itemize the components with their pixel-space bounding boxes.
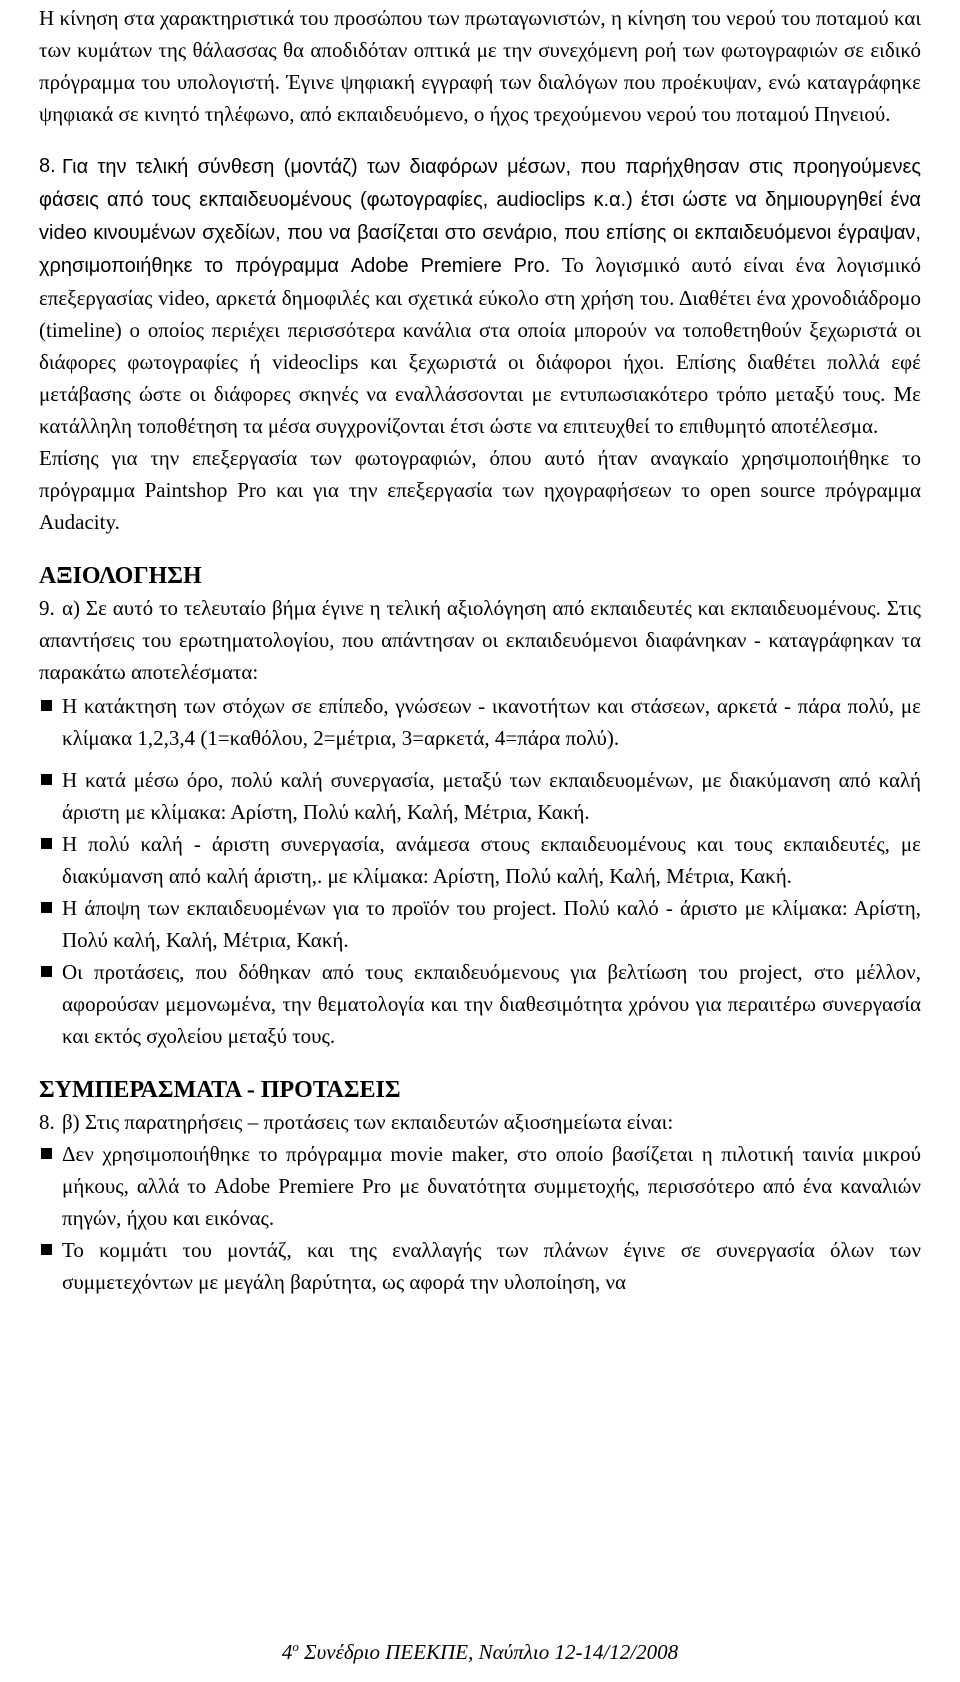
- square-bullet-icon: [41, 1148, 52, 1159]
- section7-continuation: Η κίνηση στα χαρακτηριστικά του προσώπου των πρωταγωνιστών, η κίνηση του νερού του ποταμού και των κυμάτων της θάλασσας θα αποδιδόταν οπτικά με την συνεχόμενη ροή των φωτογραφιών σε ειδικό πρόγραμμα του υπολογιστή. Έγινε ψηφιακή εγγραφή των διαλόγων που προέκυψαν, ενώ καταγράφηκε ψηφιακά σε κινητό τηλέφωνο, από εκπαιδευόμενο, ο ήχος τρεχούμενου νερού του ποταμού Πηνειού.: [39, 6, 921, 126]
- square-bullet-icon: [41, 774, 52, 785]
- conclusions-heading: ΣΥΜΠΕΡΑΣΜΑΤΑ - ΠΡΟΤΑΣΕΙΣ: [39, 1077, 401, 1103]
- page-footer: [0, 1640, 960, 1665]
- item-8: [39, 150, 921, 538]
- list-item: Η άποψη των εκπαιδευομένων για το προϊόν του project. Πολύ καλό - άριστο με κλίμακα: Αρίστη, Πολύ καλή, Καλή, Μέτρια, Κακή.: [39, 892, 921, 956]
- list-item: Η κατά μέσω όρο, πολύ καλή συνεργασία, μεταξύ των εκπαιδευομένων, με διακύμανση από καλή άριστη με κλίμακα: Αρίστη, Πολύ καλή, Καλή, Μέτρια, Κακή.: [39, 764, 921, 828]
- list-item: Το κομμάτι του μοντάζ, και της εναλλαγής των πλάνων έγινε σε συνεργασία όλων των συμμετεχόντων με μεγάλη βαρύτητα, ως αφορά την υλοποίηση, να: [39, 1234, 921, 1298]
- list-item: Οι προτάσεις, που δόθηκαν από τους εκπαιδευόμενους για βελτίωση του project, στο μέλλον, αφορούσαν μεμονωμένα, την θεματολογία και την διαθεσιμότητα χρόνου για περαιτέρω συνεργασία και εκτός σχολείου μεταξύ τους.: [39, 956, 921, 1052]
- footer-ordinal-sup: ο: [292, 1639, 299, 1654]
- item-9-intro: α) Σε αυτό το τελευταίο βήμα έγινε η τελική αξιολόγηση από εκπαιδευτές και εκπαιδευομένους. Στις απαντήσεις του ερωτηματολογίου, που απάντησαν οι εκπαιδευόμενοι διαφάνηκαν - καταγράφηκαν τα παρακάτω αποτελέσματα:: [39, 596, 921, 684]
- evaluation-heading: ΑΞΙΟΛΟΓΗΣΗ: [39, 563, 202, 589]
- conclusions-bullet-list: [39, 1138, 921, 1298]
- item-8-body: [39, 150, 921, 538]
- item-8b-intro: β) Στις παρατηρήσεις – προτάσεις των εκπαιδευτών αξιοσημείωτα είναι:: [62, 1110, 674, 1134]
- item-9: [39, 592, 921, 1052]
- item-8-number: 8.: [39, 155, 56, 177]
- item-8-sans-text: Για την τελική σύνθεση (μοντάζ) των διαφόρων μέσων, που παρήχθησαν στις προηγούμενες φάσεις από τους εκπαιδευομένους (φωτογραφίες, audioclips κ.α.) έτσι ώστε να δημιουργηθεί ένα video κινουμένων σχεδίων, που να βασίζεται στο σενάριο, που επίσης οι εκπαιδευόμενοι έγραψαν, χρησιμοποιήθηκε το πρόγραμμα Adobe Premiere Pro.: [39, 156, 921, 277]
- list-item: Η πολύ καλή - άριστη συνεργασία, ανάμεσα στους εκπαιδευομένους και τους εκπαιδευτές, με διακύμανση από καλή άριστη,. με κλίμακα: Αρίστη, Πολύ καλή, Καλή, Μέτρια, Κακή.: [39, 828, 921, 892]
- footer-ordinal: 4: [281, 1640, 293, 1664]
- document-page: [39, 0, 921, 1298]
- square-bullet-icon: [41, 966, 52, 977]
- item-8b: [39, 1106, 921, 1298]
- item-9-number: 9.: [39, 596, 55, 620]
- square-bullet-icon: [41, 700, 52, 711]
- item-8-paragraph: [39, 150, 921, 442]
- item-9-body: [39, 592, 921, 1052]
- item-8b-number: 8.: [39, 1110, 55, 1134]
- square-bullet-icon: [41, 1244, 52, 1255]
- square-bullet-icon: [41, 838, 52, 849]
- square-bullet-icon: [41, 902, 52, 913]
- item-8b-body: [39, 1106, 921, 1298]
- item-8-serif-text: Το λογισμικό αυτό είναι ένα λογισμικό επεξεργασίας video, αρκετά δημοφιλές και σχετικά εύκολο στη χρήση του. Διαθέτει ένα χρονοδιάδρομο (timeline) ο οποίος περιέχει περισσότερα κανάλια στα οποία μπορούν να τοποθετηθούν ξεχωριστά οι διάφορες φωτογραφίες ή videoclips και ξεχωριστά οι διάφοροι ήχοι. Επίσης διαθέτει πολλά εφέ μετάβασης ώστε οι διάφορες σκηνές να εναλλάσσονται με εντυπωσιακότερο τρόπο μεταξύ τους. Με κατάλληλη τοποθέτηση τα μέσα συγχρονίζονται έτσι ώστε να επιτευχθεί το επιθυμητό αποτέλεσμα.: [39, 253, 922, 438]
- list-item: Δεν χρησιμοποιήθηκε το πρόγραμμα movie maker, στο οποίο βασίζεται η πιλοτική ταινία μικρού μήκους, αλλά το Adobe Premiere Pro με δυνατότητα συμμετοχής, περισσότερο από ένα καναλιών πηγών, ήχου και εικόνας.: [39, 1138, 921, 1234]
- item-8-paragraph-2: Επίσης για την επεξεργασία των φωτογραφιών, όπου αυτό ήταν αναγκαίο χρησιμοποιήθηκε το πρόγραμμα Paintshop Pro και για την επεξεργασία των ηχογραφήσεων το open source πρόγραμμα Audacity.: [39, 446, 921, 534]
- footer-text: Συνέδριο ΠΕΕΚΠΕ, Ναύπλιο 12-14/12/2008: [298, 1640, 679, 1664]
- evaluation-bullet-list: [39, 690, 921, 1052]
- list-item: Η κατάκτηση των στόχων σε επίπεδο, γνώσεων - ικανοτήτων και στάσεων, αρκετά - πάρα πολύ, με κλίμακα 1,2,3,4 (1=καθόλου, 2=μέτρια, 3=αρκετά, 4=πάρα πολύ).: [39, 690, 921, 754]
